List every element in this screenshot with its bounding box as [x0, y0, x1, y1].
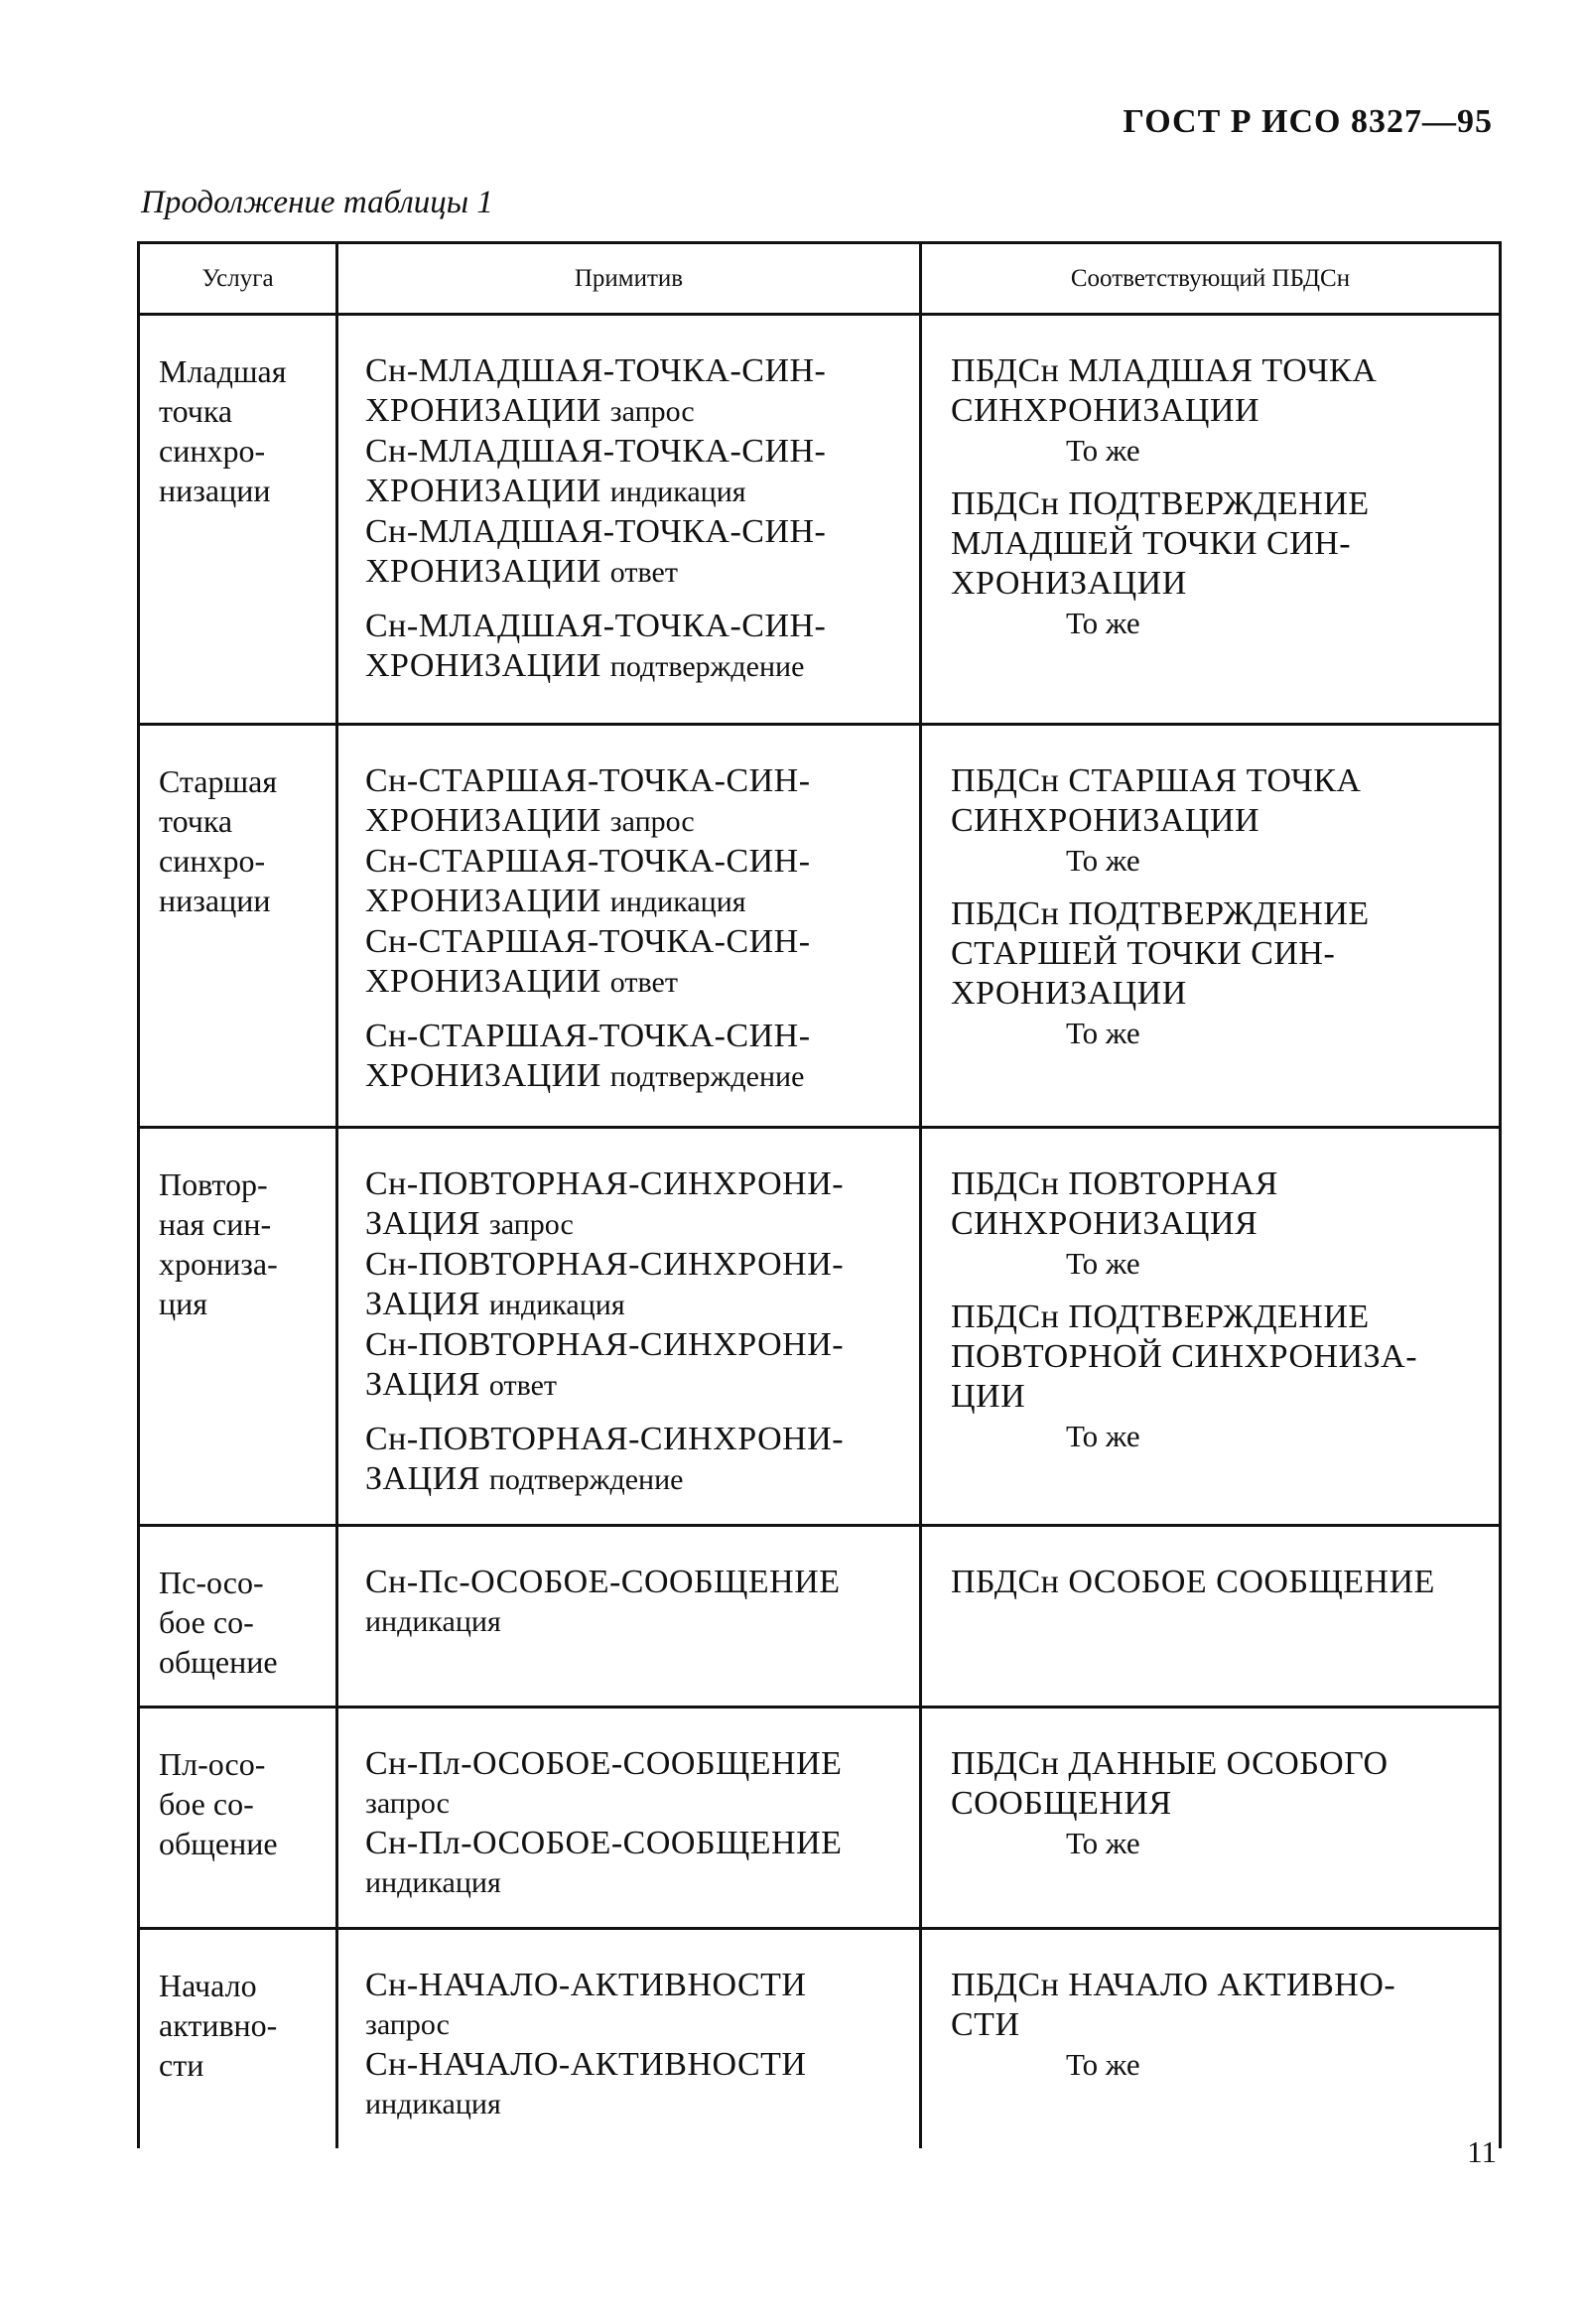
primitive-kind: подтверждение	[609, 1060, 805, 1093]
primitive-line: ЗАЦИЯ ответ	[365, 1366, 558, 1403]
primitive-cell	[337, 1526, 921, 1708]
primitive-kind: индикация	[365, 1605, 501, 1638]
pdu-line: СТИ	[951, 2006, 1020, 2043]
primitive-line: Сн-ПОВТОРНАЯ-СИНХРОНИ-	[365, 1165, 845, 1202]
primitive-line: Сн-Пл-ОСОБОЕ-СООБЩЕНИЕ	[365, 1825, 843, 1861]
pdu-cell	[921, 1128, 1501, 1526]
primitive-kind: индикация	[609, 476, 746, 508]
service-line: точка	[159, 803, 233, 839]
primitive-kind: запрос	[365, 2008, 450, 2041]
table-row	[139, 1526, 1501, 1708]
primitive-line: Сн-Пс-ОСОБОЕ-СООБЩЕНИЕ	[365, 1564, 841, 1600]
primitive-line: ЗАЦИЯ запрос	[365, 1205, 574, 1242]
service-line: общение	[159, 1644, 278, 1680]
service-line: хрониза-	[159, 1246, 278, 1282]
pdu-same: То же	[1066, 1826, 1140, 1860]
primitive-kind: индикация	[365, 1866, 501, 1899]
pdu-line: СТАРШЕЙ ТОЧКИ СИН-	[951, 935, 1336, 972]
primitive-line: ХРОНИЗАЦИИ индикация	[365, 473, 746, 509]
pdu-same: То же	[1066, 606, 1140, 640]
service-line: Старшая	[159, 763, 278, 799]
pdu-line: ЦИИ	[951, 1378, 1026, 1415]
primitive-cell	[337, 315, 921, 725]
primitive-kind: ответ	[609, 966, 678, 999]
table-row	[139, 1929, 1501, 2149]
primitive-line: Сн-Пл-ОСОБОЕ-СООБЩЕНИЕ	[365, 1745, 843, 1782]
service-line: низации	[159, 883, 271, 918]
pdu-line: ХРОНИЗАЦИИ	[951, 975, 1187, 1012]
primitive-line: ХРОНИЗАЦИИ запрос	[365, 802, 695, 839]
primitive-kind: индикация	[488, 1289, 625, 1321]
primitive-kind: подтверждение	[488, 1463, 684, 1496]
service-cell	[139, 1526, 337, 1708]
primitive-kind: ответ	[488, 1369, 558, 1402]
pdu-same: То же	[1066, 1246, 1140, 1281]
service-line: низации	[159, 473, 271, 508]
pdu-line: ПБДСн ДАННЫЕ ОСОБОГО	[951, 1745, 1389, 1782]
primitive-cell	[337, 1128, 921, 1526]
header-corresponding-pdu: Соответствующий ПБДСн	[921, 243, 1501, 315]
primitive-line: ХРОНИЗАЦИИ подтверждение	[365, 647, 805, 684]
primitive-line: ХРОНИЗАЦИИ ответ	[365, 553, 678, 590]
primitive-line: Сн-ПОВТОРНАЯ-СИНХРОНИ-	[365, 1326, 845, 1363]
header-primitive: Примитив	[337, 243, 921, 315]
pdu-cell	[921, 1708, 1501, 1929]
service-line: общение	[159, 1826, 278, 1861]
pdu-line: СИНХРОНИЗАЦИЯ	[951, 1205, 1258, 1242]
pdu-same: То же	[1066, 1016, 1140, 1050]
table-row	[139, 725, 1501, 1128]
primitives-table	[137, 241, 1502, 2148]
primitive-line: Сн-МЛАДШАЯ-ТОЧКА-СИН-	[365, 608, 827, 644]
primitive-line: Сн-СТАРШАЯ-ТОЧКА-СИН-	[365, 923, 811, 960]
primitive-line: Сн-СТАРШАЯ-ТОЧКА-СИН-	[365, 843, 811, 880]
primitive-kind: индикация	[609, 886, 746, 918]
table-caption: Продолжение таблицы 1	[141, 185, 493, 220]
service-line: точка	[159, 393, 233, 429]
pdu-cell	[921, 725, 1501, 1128]
table-row	[139, 1128, 1501, 1526]
pdu-line: ХРОНИЗАЦИИ	[951, 565, 1187, 602]
primitive-kind: запрос	[488, 1208, 574, 1241]
pdu-same: То же	[1066, 1419, 1140, 1453]
primitive-line: Сн-НАЧАЛО-АКТИВНОСТИ	[365, 1967, 807, 2003]
primitive-line: ХРОНИЗАЦИИ запрос	[365, 392, 695, 429]
primitive-cell	[337, 1929, 921, 2149]
service-cell	[139, 725, 337, 1128]
pdu-line: ПБДСн ПОВТОРНАЯ	[951, 1165, 1278, 1202]
primitive-line: Сн-СТАРШАЯ-ТОЧКА-СИН-	[365, 1018, 811, 1054]
primitive-kind: запрос	[609, 805, 695, 838]
service-cell	[139, 1929, 337, 2149]
service-line: синхро-	[159, 843, 266, 879]
pdu-cell	[921, 1526, 1501, 1708]
primitive-kind: запрос	[609, 395, 695, 428]
pdu-line: ПОВТОРНОЙ СИНХРОНИЗА-	[951, 1338, 1418, 1375]
primitive-kind: подтверждение	[609, 650, 805, 683]
table-header-row	[139, 243, 1501, 315]
service-line: бое со-	[159, 1604, 254, 1640]
page-number: 11	[1467, 2134, 1497, 2169]
service-line: Начало	[159, 1968, 257, 2003]
primitive-line: ХРОНИЗАЦИИ ответ	[365, 963, 678, 1000]
pdu-line: СИНХРОНИЗАЦИИ	[951, 392, 1260, 429]
primitive-line: ЗАЦИЯ индикация	[365, 1286, 625, 1322]
pdu-same: То же	[1066, 843, 1140, 878]
primitive-kind: индикация	[365, 2088, 501, 2120]
primitive-line: Сн-МЛАДШАЯ-ТОЧКА-СИН-	[365, 513, 827, 550]
primitive-cell	[337, 1708, 921, 1929]
service-line: активно-	[159, 2007, 278, 2043]
document-code: ГОСТ Р ИСО 8327—95	[1123, 103, 1493, 140]
primitive-kind: ответ	[609, 556, 678, 589]
service-line: ция	[159, 1286, 207, 1321]
primitive-line: ЗАЦИЯ подтверждение	[365, 1460, 684, 1497]
pdu-same: То же	[1066, 433, 1140, 468]
pdu-line: МЛАДШЕЙ ТОЧКИ СИН-	[951, 525, 1352, 562]
service-line: Пл-осо-	[159, 1746, 266, 1782]
primitive-kind: запрос	[365, 1787, 450, 1820]
pdu-line: ПБДСн ОСОБОЕ СООБЩЕНИЕ	[951, 1564, 1435, 1600]
service-line: ная син-	[159, 1206, 272, 1242]
service-line: Младшая	[159, 353, 287, 389]
primitive-line: Сн-НАЧАЛО-АКТИВНОСТИ	[365, 2046, 807, 2083]
header-service: Услуга	[139, 243, 337, 315]
primitive-line: ХРОНИЗАЦИИ индикация	[365, 883, 746, 919]
pdu-line: СООБЩЕНИЯ	[951, 1785, 1172, 1822]
primitive-line: Сн-ПОВТОРНАЯ-СИНХРОНИ-	[365, 1246, 845, 1283]
primitive-line: ХРОНИЗАЦИИ подтверждение	[365, 1057, 805, 1094]
service-line: бое со-	[159, 1786, 254, 1822]
service-line: Пс-осо-	[159, 1565, 264, 1600]
primitive-line: Сн-МЛАДШАЯ-ТОЧКА-СИН-	[365, 433, 827, 470]
pdu-line: ПБДСн ПОДТВЕРЖДЕНИЕ	[951, 1299, 1370, 1335]
pdu-line: ПБДСн ПОДТВЕРЖДЕНИЕ	[951, 485, 1370, 522]
service-cell	[139, 315, 337, 725]
pdu-line: ПБДСн МЛАДШАЯ ТОЧКА	[951, 352, 1378, 389]
primitive-line: Сн-ПОВТОРНАЯ-СИНХРОНИ-	[365, 1421, 845, 1457]
pdu-line: ПБДСн СТАРШАЯ ТОЧКА	[951, 762, 1362, 799]
pdu-same: То же	[1066, 2047, 1140, 2082]
table-row	[139, 315, 1501, 725]
pdu-line: ПБДСн ПОДТВЕРЖДЕНИЕ	[951, 895, 1370, 932]
primitive-line: Сн-СТАРШАЯ-ТОЧКА-СИН-	[365, 762, 811, 799]
service-cell	[139, 1708, 337, 1929]
primitive-line: Сн-МЛАДШАЯ-ТОЧКА-СИН-	[365, 352, 827, 389]
pdu-cell	[921, 315, 1501, 725]
pdu-cell	[921, 1929, 1501, 2149]
service-line: сти	[159, 2047, 204, 2083]
service-line: Повтор-	[159, 1166, 268, 1202]
service-line: синхро-	[159, 433, 266, 469]
pdu-line: ПБДСн НАЧАЛО АКТИВНО-	[951, 1967, 1396, 2003]
table-row	[139, 1708, 1501, 1929]
service-cell	[139, 1128, 337, 1526]
pdu-line: СИНХРОНИЗАЦИИ	[951, 802, 1260, 839]
primitive-cell	[337, 725, 921, 1128]
